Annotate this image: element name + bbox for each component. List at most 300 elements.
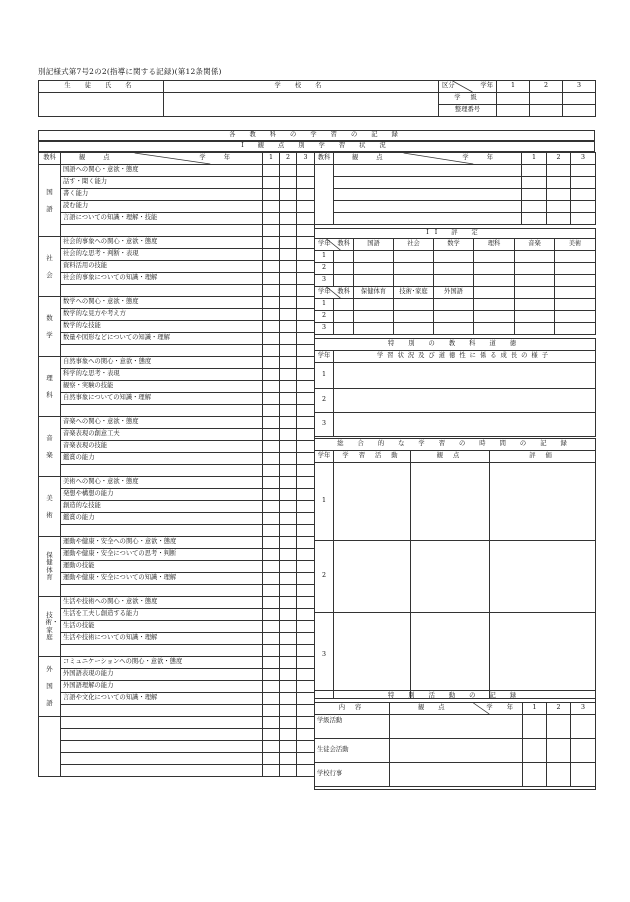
kanten-eval-cell[interactable]: [297, 309, 315, 321]
blank-cell[interactable]: [297, 465, 315, 477]
kanten-eval-cell[interactable]: [280, 489, 297, 501]
kanten-eval-cell[interactable]: [297, 693, 315, 705]
hyotei-cell[interactable]: [354, 275, 394, 287]
kanten-eval-cell[interactable]: [297, 681, 315, 693]
hyotei-cell[interactable]: [394, 323, 434, 335]
hyotei-cell[interactable]: [394, 299, 434, 311]
right-eval-cell[interactable]: [571, 201, 596, 213]
hyotei-cell[interactable]: [474, 263, 515, 275]
right-upper-table: [314, 152, 596, 225]
kubun-gakunen-cell: [439, 81, 497, 93]
hyotei-cell[interactable]: [354, 311, 394, 323]
gakkyu-2[interactable]: [530, 93, 563, 105]
subject-name-text: 理科: [46, 373, 53, 399]
hyotei-cell[interactable]: [515, 311, 555, 323]
kanten-eval-cell[interactable]: [297, 297, 315, 309]
kanten-eval-cell[interactable]: [280, 249, 297, 261]
dotoku-entry-1[interactable]: [334, 363, 596, 389]
kanten-eval-cell[interactable]: [280, 513, 297, 525]
kanten-eval-cell[interactable]: [263, 297, 280, 309]
right-eval-cell[interactable]: [522, 201, 547, 213]
kanten-eval-cell[interactable]: [280, 201, 297, 213]
blank-cell[interactable]: [61, 717, 263, 729]
right-eval-cell[interactable]: [547, 165, 571, 177]
tokkatsu-mark[interactable]: [523, 763, 547, 787]
kanten-eval-cell[interactable]: [280, 393, 297, 405]
hyotei-cell[interactable]: [555, 311, 596, 323]
blank-cell[interactable]: [280, 705, 297, 717]
kanten-eval-cell[interactable]: [263, 165, 280, 177]
kanten-row: [39, 321, 315, 333]
kanten-eval-cell[interactable]: [297, 609, 315, 621]
gakunen-header: 学 年: [199, 154, 238, 161]
blank-cell[interactable]: [263, 741, 280, 753]
hyotei-cell[interactable]: [515, 299, 555, 311]
kanten-row: [39, 333, 315, 345]
blank-cell[interactable]: [297, 645, 315, 657]
hyotei-cell[interactable]: [434, 275, 474, 287]
seiri-3[interactable]: [563, 105, 596, 117]
kanten-eval-cell[interactable]: [280, 621, 297, 633]
kanten-eval-cell[interactable]: [297, 513, 315, 525]
tokkatsu-mark[interactable]: [571, 739, 596, 763]
hyotei-cell[interactable]: [515, 275, 555, 287]
kanten-eval-cell[interactable]: [263, 273, 280, 285]
subject-name: [39, 417, 61, 477]
kanten-eval-cell[interactable]: [297, 453, 315, 465]
kanten-eval-cell[interactable]: [297, 441, 315, 453]
kanten-eval-cell[interactable]: [263, 237, 280, 249]
hyotei-cell[interactable]: [555, 263, 596, 275]
tokkatsu-year-2: 2: [547, 703, 571, 715]
kanten-eval-cell[interactable]: [280, 693, 297, 705]
blank-cell[interactable]: [297, 585, 315, 597]
tokkatsu-kanten-cell[interactable]: [390, 739, 523, 763]
kanten-eval-cell[interactable]: [280, 597, 297, 609]
kanten-eval-cell[interactable]: [297, 357, 315, 369]
kanten-eval-cell[interactable]: [263, 369, 280, 381]
right-eval-cell[interactable]: [334, 213, 522, 225]
blank-cell[interactable]: [280, 741, 297, 753]
blank-cell[interactable]: [280, 405, 297, 417]
blank-cell[interactable]: [61, 585, 263, 597]
hyotei-cell[interactable]: [555, 323, 596, 335]
right-eval-cell[interactable]: [547, 177, 571, 189]
blank-cell[interactable]: [263, 285, 280, 297]
kanten-eval-cell[interactable]: [297, 381, 315, 393]
right-eval-cell[interactable]: [522, 177, 547, 189]
blank-cell[interactable]: [61, 525, 263, 537]
blank-cell[interactable]: [263, 717, 280, 729]
kanten-eval-cell[interactable]: [280, 429, 297, 441]
kanten-eval-cell[interactable]: [297, 549, 315, 561]
blank-cell[interactable]: [61, 705, 263, 717]
sogo-kanten-2[interactable]: [411, 541, 490, 613]
blank-cell[interactable]: [280, 765, 297, 777]
sogo-activity-2[interactable]: [334, 541, 411, 613]
kanten-eval-cell[interactable]: [297, 273, 315, 285]
kanten-eval-cell[interactable]: [280, 609, 297, 621]
kanten-eval-cell[interactable]: [263, 357, 280, 369]
right-eval-cell[interactable]: [571, 165, 596, 177]
kanten-label: 話す・聞く能力: [61, 177, 263, 189]
kanten-eval-cell[interactable]: [263, 489, 280, 501]
kanten-eval-cell[interactable]: [280, 669, 297, 681]
kanten-year-2: 2: [280, 153, 297, 165]
hyotei-cell[interactable]: [515, 323, 555, 335]
blank-cell[interactable]: [280, 729, 297, 741]
kanten-eval-cell[interactable]: [297, 669, 315, 681]
sogo-kanten-3[interactable]: [411, 613, 490, 699]
student-name-field[interactable]: [39, 93, 164, 117]
kanten-eval-cell[interactable]: [263, 681, 280, 693]
kanten-eval-cell[interactable]: [280, 657, 297, 669]
hyotei-cell[interactable]: [394, 263, 434, 275]
kanten-eval-cell[interactable]: [263, 309, 280, 321]
blank-cell[interactable]: [280, 645, 297, 657]
tokkatsu-mark[interactable]: [523, 715, 547, 739]
kanten-label: 運動の技能: [61, 561, 263, 573]
hyotei-blank: [334, 299, 354, 311]
kanten-eval-cell[interactable]: [280, 189, 297, 201]
school-name-field[interactable]: [164, 93, 439, 117]
blank-cell[interactable]: [280, 753, 297, 765]
kanten-eval-cell[interactable]: [263, 573, 280, 585]
right-eval-cell[interactable]: [334, 189, 522, 201]
kanten-row: [39, 681, 315, 693]
hyotei-blank: [334, 311, 354, 323]
kanten-label: 社会的な思考・判断・表現: [61, 249, 263, 261]
kanten-eval-cell[interactable]: [263, 597, 280, 609]
blank-cell[interactable]: [280, 717, 297, 729]
kanten-eval-cell[interactable]: [297, 573, 315, 585]
hyotei-cell[interactable]: [515, 263, 555, 275]
hyotei-gakunen-label: 学年: [318, 240, 331, 247]
kanten-eval-cell[interactable]: [297, 597, 315, 609]
sogo-hyoka-1[interactable]: [490, 463, 596, 541]
kanten-eval-cell[interactable]: [297, 177, 315, 189]
blank-cell[interactable]: [297, 729, 315, 741]
blank-cell[interactable]: [263, 345, 280, 357]
dotoku-year-2: 2: [315, 389, 334, 413]
right-eval-cell[interactable]: [522, 213, 547, 225]
hyotei-cell[interactable]: [555, 275, 596, 287]
kanten-eval-cell[interactable]: [280, 477, 297, 489]
right-eval-cell[interactable]: [571, 213, 596, 225]
tokkatsu-mark[interactable]: [547, 715, 571, 739]
blank-cell[interactable]: [280, 465, 297, 477]
kanten-eval-cell[interactable]: [280, 561, 297, 573]
kanten-eval-cell[interactable]: [280, 681, 297, 693]
right-eval-cell[interactable]: [547, 201, 571, 213]
hyotei-cell[interactable]: [434, 323, 474, 335]
blank-cell[interactable]: [263, 645, 280, 657]
kanten-label: 数学的な見方や考え方: [61, 309, 263, 321]
kanten-eval-cell[interactable]: [280, 369, 297, 381]
sogo-hyoka-2[interactable]: [490, 541, 596, 613]
blank-cell[interactable]: [297, 717, 315, 729]
hyotei-cell[interactable]: [474, 275, 515, 287]
sogo-gakunen-label: 学年: [315, 451, 334, 463]
kanten-eval-cell[interactable]: [297, 201, 315, 213]
kanten-eval-cell[interactable]: [280, 357, 297, 369]
kanten-eval-cell[interactable]: [280, 297, 297, 309]
hyotei-cell[interactable]: [434, 251, 474, 263]
blank-cell[interactable]: [61, 645, 263, 657]
kanten-label: 読む能力: [61, 201, 263, 213]
kanten-eval-cell[interactable]: [297, 369, 315, 381]
kanten-eval-cell[interactable]: [297, 657, 315, 669]
dotoku-entry-2[interactable]: [334, 389, 596, 413]
tokkatsu-mark[interactable]: [547, 739, 571, 763]
blank-cell[interactable]: [61, 465, 263, 477]
blank-cell[interactable]: [280, 525, 297, 537]
kanten-eval-cell[interactable]: [263, 549, 280, 561]
right-eval-cell[interactable]: [334, 201, 522, 213]
kanten-label: 数学への関心・意欲・態度: [61, 297, 263, 309]
kanten-eval-cell[interactable]: [263, 633, 280, 645]
blank-cell[interactable]: [61, 741, 263, 753]
hyotei-cell[interactable]: [515, 251, 555, 263]
hyotei-subject: 国語: [354, 239, 394, 251]
kanten-eval-cell[interactable]: [280, 261, 297, 273]
sogo-kanten-1[interactable]: [411, 463, 490, 541]
tokkatsu-bottom: [315, 787, 596, 790]
blank-cell[interactable]: [280, 225, 297, 237]
blank-cell[interactable]: [263, 525, 280, 537]
kanten-eval-cell[interactable]: [280, 633, 297, 645]
kanten-row: [39, 177, 315, 189]
kanten-eval-cell[interactable]: [263, 561, 280, 573]
kanten-row: [39, 633, 315, 645]
kanten-eval-cell[interactable]: [263, 177, 280, 189]
blank-cell[interactable]: [280, 585, 297, 597]
right-subject-cell[interactable]: [315, 165, 334, 225]
kanten-eval-cell[interactable]: [263, 453, 280, 465]
kanten-row: [39, 441, 315, 453]
hyotei-cell[interactable]: [354, 299, 394, 311]
kanten-eval-cell[interactable]: [297, 189, 315, 201]
tokkatsu-kanten-cell[interactable]: [390, 763, 523, 787]
blank-cell[interactable]: [263, 765, 280, 777]
blank-cell[interactable]: [263, 705, 280, 717]
hyotei-year-3: 3: [315, 275, 334, 287]
kanten-eval-cell[interactable]: [297, 561, 315, 573]
blank-cell[interactable]: [297, 705, 315, 717]
gakunen-header-right: 学 年: [462, 154, 501, 161]
kanten-eval-cell[interactable]: [280, 501, 297, 513]
kyoka-header: 教科: [39, 153, 61, 165]
kanten-eval-cell[interactable]: [263, 429, 280, 441]
kanten-eval-cell[interactable]: [280, 549, 297, 561]
hyotei-cell[interactable]: [354, 251, 394, 263]
kanten-eval-cell[interactable]: [263, 657, 280, 669]
subject-name: [39, 297, 61, 357]
kanten-eval-cell[interactable]: [263, 621, 280, 633]
kanten-eval-cell[interactable]: [263, 513, 280, 525]
blank-cell[interactable]: [297, 405, 315, 417]
right-eval-cell[interactable]: [571, 177, 596, 189]
kanten-row: [39, 573, 315, 585]
kanten-eval-cell[interactable]: [297, 537, 315, 549]
gakkyu-1[interactable]: [497, 93, 530, 105]
kanten-eval-cell[interactable]: [280, 381, 297, 393]
kanten-eval-cell[interactable]: [297, 501, 315, 513]
gakkyu-3[interactable]: [563, 93, 596, 105]
blank-cell[interactable]: [297, 753, 315, 765]
hyotei-cell[interactable]: [394, 311, 434, 323]
blank-cell[interactable]: [297, 285, 315, 297]
kanten-eval-cell[interactable]: [263, 381, 280, 393]
kanten-eval-cell[interactable]: [297, 417, 315, 429]
kanten-eval-cell[interactable]: [297, 429, 315, 441]
kanten-eval-cell[interactable]: [297, 249, 315, 261]
blank-cell[interactable]: [263, 225, 280, 237]
tokkatsu-mark[interactable]: [571, 763, 596, 787]
kanten-eval-cell[interactable]: [280, 537, 297, 549]
kanten-eval-cell[interactable]: [297, 237, 315, 249]
hyotei-cell[interactable]: [434, 263, 474, 275]
kanten-eval-cell[interactable]: [280, 177, 297, 189]
kanten-eval-cell[interactable]: [263, 213, 280, 225]
kanten-eval-cell[interactable]: [297, 213, 315, 225]
kanten-eval-cell[interactable]: [297, 333, 315, 345]
kanten-eval-cell[interactable]: [280, 309, 297, 321]
sogo-year-3: 3: [315, 613, 334, 699]
hyotei-cell[interactable]: [474, 323, 515, 335]
blank-cell[interactable]: [263, 465, 280, 477]
hyotei-cell[interactable]: [354, 323, 394, 335]
kanten-eval-cell[interactable]: [263, 261, 280, 273]
dotoku-year-1: 1: [315, 363, 334, 389]
blank-cell[interactable]: [263, 729, 280, 741]
hyotei-cell[interactable]: [394, 251, 434, 263]
blank-cell[interactable]: [61, 765, 263, 777]
kanten-eval-cell[interactable]: [263, 201, 280, 213]
blank-cell[interactable]: [61, 405, 263, 417]
extra-blank-row: [39, 729, 315, 741]
kanten-eval-cell[interactable]: [297, 261, 315, 273]
kanten-eval-cell[interactable]: [263, 249, 280, 261]
blank-cell[interactable]: [61, 225, 263, 237]
sogo-activity-1[interactable]: [334, 463, 411, 541]
blank-cell[interactable]: [297, 765, 315, 777]
hyotei-blank-head: [515, 287, 555, 299]
kanten-eval-cell[interactable]: [280, 213, 297, 225]
tokkatsu-year-1: 1: [523, 703, 547, 715]
hyotei-subject: 音楽: [515, 239, 555, 251]
kanten-row: [39, 201, 315, 213]
dotoku-entry-3[interactable]: [334, 413, 596, 437]
blank-cell[interactable]: [297, 525, 315, 537]
blank-cell[interactable]: [297, 225, 315, 237]
tokkatsu-kanten-cell[interactable]: [390, 715, 523, 739]
kanten-eval-cell[interactable]: [297, 621, 315, 633]
blank-cell[interactable]: [297, 741, 315, 753]
kanten-eval-cell[interactable]: [297, 165, 315, 177]
right-eval-cell[interactable]: [571, 189, 596, 201]
kanten-eval-cell[interactable]: [297, 393, 315, 405]
blank-cell[interactable]: [280, 285, 297, 297]
tokkatsu-mark[interactable]: [571, 715, 596, 739]
kanten-eval-cell[interactable]: [280, 237, 297, 249]
kanten-eval-cell[interactable]: [297, 321, 315, 333]
kanten-gakunen-header: [61, 153, 263, 165]
kanten-eval-cell[interactable]: [263, 669, 280, 681]
hyotei-cell[interactable]: [474, 251, 515, 263]
kanten-eval-cell[interactable]: [263, 189, 280, 201]
sogo-hyoka-3[interactable]: [490, 613, 596, 699]
blank-cell[interactable]: [263, 753, 280, 765]
blank-cell[interactable]: [297, 345, 315, 357]
kanten-eval-cell[interactable]: [280, 453, 297, 465]
kanten-label: 発想や構想の能力: [61, 489, 263, 501]
kanten-eval-cell[interactable]: [263, 477, 280, 489]
kanten-eval-cell[interactable]: [280, 417, 297, 429]
kanten-eval-cell[interactable]: [280, 441, 297, 453]
hyotei-cell[interactable]: [474, 311, 515, 323]
kanten-eval-cell[interactable]: [263, 333, 280, 345]
right-eval-cell[interactable]: [334, 177, 522, 189]
kanten-label: 音楽表現の創意工夫: [61, 429, 263, 441]
kanten-eval-cell[interactable]: [280, 165, 297, 177]
right-eval-cell[interactable]: [547, 213, 571, 225]
hyotei-cell[interactable]: [434, 311, 474, 323]
kanten-eval-cell[interactable]: [297, 489, 315, 501]
hyotei-cell[interactable]: [394, 275, 434, 287]
kanten-eval-cell[interactable]: [263, 693, 280, 705]
kanten-eval-cell[interactable]: [263, 501, 280, 513]
blank-cell[interactable]: [61, 753, 263, 765]
tokkatsu-mark[interactable]: [547, 763, 571, 787]
right-eval-cell[interactable]: [522, 165, 547, 177]
kanten-eval-cell[interactable]: [263, 537, 280, 549]
blank-cell[interactable]: [280, 345, 297, 357]
blank-cell[interactable]: [263, 585, 280, 597]
kanten-eval-cell[interactable]: [280, 333, 297, 345]
hyotei-cell[interactable]: [354, 263, 394, 275]
extra-subject-cell[interactable]: [39, 717, 61, 777]
right-eval-cell[interactable]: [334, 165, 522, 177]
sogo-activity-3[interactable]: [334, 613, 411, 699]
right-eval-cell[interactable]: [547, 189, 571, 201]
kanten-eval-cell[interactable]: [280, 321, 297, 333]
blank-cell[interactable]: [61, 345, 263, 357]
hyotei-table: [314, 228, 596, 335]
blank-cell[interactable]: [61, 285, 263, 297]
blank-cell[interactable]: [61, 729, 263, 741]
kanten-eval-cell[interactable]: [263, 441, 280, 453]
kanten-blank-row: [39, 645, 315, 657]
kanten-eval-cell[interactable]: [263, 609, 280, 621]
seiri-1[interactable]: [497, 105, 530, 117]
hyotei-cell[interactable]: [434, 299, 474, 311]
kanten-eval-cell[interactable]: [280, 573, 297, 585]
kanten-eval-cell[interactable]: [263, 417, 280, 429]
kanten-eval-cell[interactable]: [297, 477, 315, 489]
hyotei-cell[interactable]: [555, 251, 596, 263]
kanten-eval-cell[interactable]: [263, 321, 280, 333]
seiri-2[interactable]: [530, 105, 563, 117]
kanten-eval-cell[interactable]: [280, 273, 297, 285]
hyotei-cell[interactable]: [474, 299, 515, 311]
right-eval-cell[interactable]: [522, 189, 547, 201]
tokkatsu-mark[interactable]: [523, 739, 547, 763]
hyotei-cell[interactable]: [555, 299, 596, 311]
kanten-eval-cell[interactable]: [297, 633, 315, 645]
blank-cell[interactable]: [263, 405, 280, 417]
kanten-eval-cell[interactable]: [263, 393, 280, 405]
